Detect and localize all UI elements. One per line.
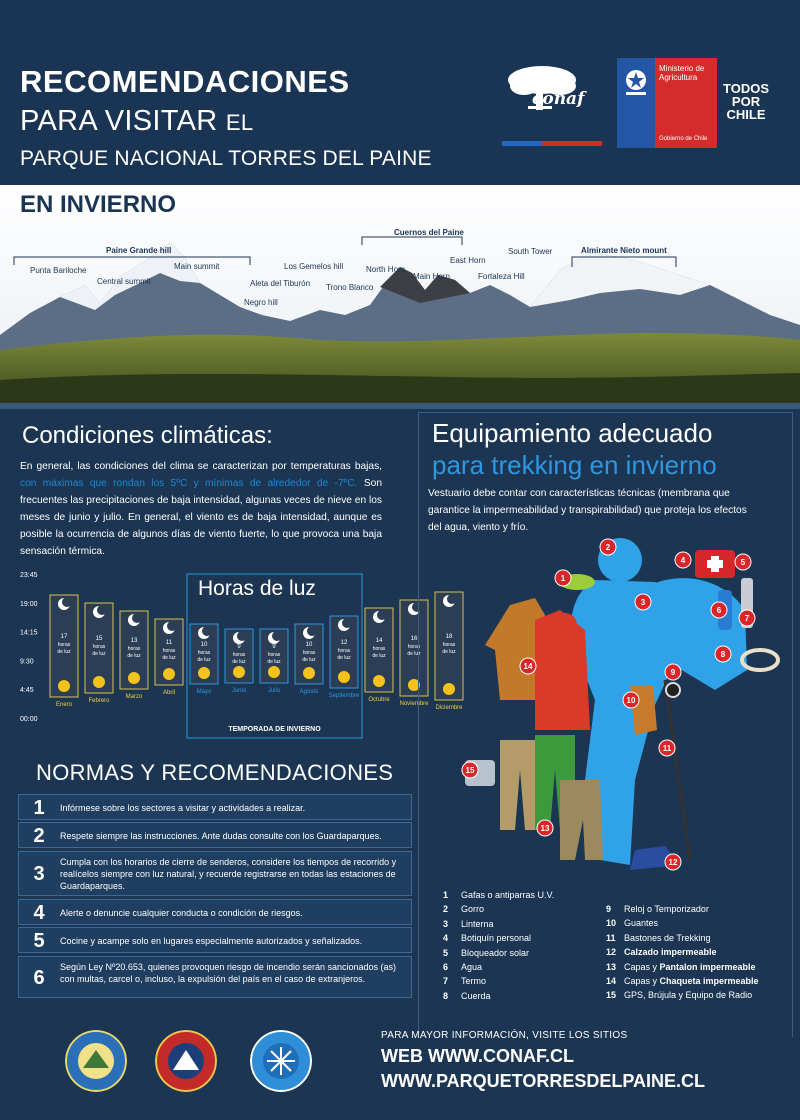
norma-item-1 [18, 794, 412, 820]
clima-text-highlight: con máximas que rondan los 5ºC y mínimas de alrededor de -7ºC. [20, 478, 358, 489]
bar-unit-label: de luz [407, 651, 421, 657]
bar-unit-label: de luz [197, 657, 211, 663]
sun-icon [338, 671, 350, 683]
y-tick-label: 00:00 [20, 716, 38, 723]
norma-number: 6 [33, 967, 45, 989]
peak-fortaleza: Fortaleza Hill [478, 272, 525, 281]
bar-value-label: 15 [95, 636, 103, 642]
peak-negro-hill: Negro hill [244, 298, 278, 307]
sun-icon [233, 666, 245, 678]
sun-icon [128, 672, 140, 684]
callout-number: 6 [716, 606, 722, 615]
moon-shadow [237, 631, 247, 641]
norma-number: 1 [33, 797, 45, 819]
callout-number: 7 [744, 614, 750, 623]
y-tick-label: 4:45 [20, 687, 34, 695]
todos-por-chile [722, 82, 770, 121]
month-label: Febrero [88, 698, 110, 704]
callout-number: 2 [605, 543, 611, 552]
title-line-2-small: EL [225, 110, 254, 135]
norma-text: Cocine y acampe solo en lugares especialmente autorizados y señalizados. [60, 936, 363, 946]
moon-shadow [167, 621, 177, 631]
todos-word-3: CHILE [726, 107, 766, 122]
bar-unit-label: horas [127, 646, 141, 652]
moon-shadow [202, 626, 212, 636]
equip-text: Vestuario debe contar con características técnicas (membrana que garantice la impermeabilidad y transpirabilidad) que proteja los efectos del agua, viento y frío. [428, 488, 747, 533]
month-label: Julio [267, 688, 281, 694]
legend-item: 14 Capas y Chaqueta impermeable [606, 976, 759, 987]
peak-punta-bariloche: Punta Bariloche [30, 266, 87, 275]
norma-number: 3 [33, 863, 45, 885]
peak-east-horn: East Horn [450, 256, 486, 265]
month-label: Junio [231, 688, 247, 694]
legend-item: 3 Linterna [443, 918, 494, 929]
callout-number: 13 [540, 824, 550, 833]
peak-north-horn: North Horn [366, 265, 406, 274]
month-label: Enero [55, 702, 73, 708]
bar-unit-label: horas [407, 644, 421, 650]
callout-number: 3 [640, 598, 646, 607]
bar-value-label: 14 [375, 638, 383, 644]
callout-number: 5 [740, 558, 746, 567]
rope-icon [742, 650, 778, 670]
bar-value-label: 12 [340, 640, 348, 646]
bar-value-label: 11 [165, 640, 173, 646]
equip-legend-left [443, 888, 554, 1003]
peak-trono-blanco: Trono Blanco [326, 283, 374, 292]
legend-item: 15 GPS, Brújula y Equipo de Radio [606, 990, 753, 1001]
sun-icon [58, 680, 70, 692]
bar-value-label: 17 [60, 634, 68, 640]
month-label: Octubre [368, 697, 390, 703]
legend-item: 8 Cuerda [443, 990, 491, 1001]
sun-icon [93, 676, 105, 688]
bar-value-label: 10 [200, 642, 208, 648]
legend-item: 5 Bloqueador solar [443, 947, 530, 958]
peak-cuernos: Cuernos del Paine [394, 228, 464, 237]
bar-unit-label: de luz [267, 659, 281, 665]
bar-value-label: 10 [305, 642, 313, 648]
callout-number: 8 [720, 650, 726, 659]
pants-icon [500, 740, 540, 830]
bar-unit-label: horas [57, 642, 71, 648]
ministry-label: Ministerio de Agricultura [659, 64, 705, 82]
month-label: Septiembre [328, 693, 360, 699]
bar-value-label: 13 [130, 638, 138, 644]
norma-text: Cumpla con los horarios de cierre de senderos, considere los tiempos de recorrido y realícelos siempre con luz natural, y recuerde registrarse en todas las estaciones de Guardaparques. [60, 857, 397, 891]
conaf-logo [500, 58, 602, 148]
norma-number: 2 [33, 825, 45, 847]
title-line-2 [20, 105, 253, 138]
norma-text: Alerte o denuncie cualquier conducta o condición de riesgos. [60, 908, 303, 918]
bar-unit-label: de luz [442, 649, 456, 655]
gobierno-logo [617, 58, 717, 148]
callout-number: 1 [560, 574, 566, 583]
clima-text [20, 458, 382, 560]
callout-number: 12 [668, 858, 678, 867]
season-title: EN INVIERNO [20, 191, 177, 218]
bar-unit-label: horas [92, 644, 106, 650]
month-label: Diciembre [435, 705, 463, 711]
moon-shadow [97, 605, 107, 615]
chile-emblem-icon [621, 64, 651, 98]
peak-main-horn: Main Horn [413, 272, 450, 281]
bar-unit-label: horas [372, 646, 386, 652]
norma-item-3 [18, 851, 412, 896]
clima-text-b: Son frecuentes las precipitaciones de baja intensidad, algunas veces de nieve en los meses de junio y julio. En general, el viento es de baja intensidad, aunque es posible la ocurrencia de algunos días de viento fuerte, lo que provoca una baja sensación térmica. [20, 478, 382, 557]
equip-heading-1: Equipamiento adecuado [432, 418, 713, 448]
bar-unit-label: de luz [232, 659, 246, 665]
trekking-pole-icon [662, 680, 690, 860]
peak-south-tower: South Tower [508, 247, 553, 256]
todos-word-2: POR [731, 94, 761, 109]
legend-item: 6 Agua [443, 962, 483, 973]
moon-shadow [62, 597, 72, 607]
normas-heading: NORMAS Y RECOMENDACIONES [36, 760, 394, 785]
sun-icon [303, 667, 315, 679]
sun-icon [198, 667, 210, 679]
bar-unit-label: de luz [337, 655, 351, 661]
bar-unit-label: de luz [162, 655, 176, 661]
norma-number: 5 [33, 930, 45, 952]
conaf-wordmark: conaf [532, 89, 585, 109]
watch-icon [666, 683, 680, 697]
norma-item-2 [18, 822, 412, 848]
callout-number: 15 [465, 766, 475, 775]
moon-shadow [132, 613, 142, 623]
norma-item-6 [18, 956, 412, 998]
month-label: Noviembre [399, 701, 429, 707]
bar-unit-label: de luz [372, 653, 386, 659]
moon-shadow [307, 626, 317, 636]
equip-heading-2: para trekking en invierno [432, 450, 717, 480]
month-label: Abril [162, 690, 176, 696]
escuela-montana-badge [155, 1030, 217, 1092]
header [0, 0, 800, 185]
bar-value-label: 9 [272, 644, 276, 650]
daylight-title: Horas de luz [198, 577, 316, 600]
y-tick-label: 9:30 [20, 658, 34, 666]
equip-legend-right [606, 902, 759, 1003]
bar-value-label: 9 [237, 644, 241, 650]
callout-number: 11 [662, 744, 672, 753]
month-label: Mayo [196, 689, 212, 695]
y-tick-label: 19:00 [20, 600, 38, 608]
peak-main-summit: Main summit [174, 262, 220, 271]
moon-shadow [272, 631, 282, 641]
title-line-2-main: PARA VISITAR [20, 105, 218, 137]
norma-text: Según Ley Nº20.653, quienes provoquen riesgo de incendio serán sancionados (as) con multas, carcel o, incluso, la expulsión del país en el caso de extranjeros. [60, 962, 397, 984]
andinismo-badge [250, 1030, 312, 1092]
month-label: Marzo [125, 694, 143, 700]
legend-item: 13 Capas y Pantalon impermeable [606, 961, 756, 972]
legend-item: 12 Calzado impermeable [606, 947, 717, 958]
month-label: Agosto [299, 689, 319, 695]
sun-icon [163, 668, 175, 680]
peak-almirante: Almirante Nieto mount [581, 246, 667, 255]
legend-item: 9 Reloj o Temporizador [606, 904, 709, 914]
moon-shadow [342, 618, 352, 628]
bar-value-label: 16 [410, 636, 418, 642]
y-tick-label: 23:45 [20, 572, 38, 579]
norma-number: 4 [33, 902, 45, 924]
sun-icon [268, 666, 280, 678]
cargo-pants-icon [560, 780, 603, 860]
todos-word-1: TODOS [723, 81, 769, 96]
legend-item: 11 Bastones de Trekking [606, 932, 711, 943]
callout-number: 14 [523, 662, 533, 671]
bar-value-label: 18 [445, 634, 453, 640]
footer-web-conaf[interactable]: WEB WWW.CONAF.CL [381, 1046, 574, 1066]
legend-item: 10 Guantes [606, 918, 659, 929]
norma-text: Respete siempre las instrucciones. Ante dudas consulte con los Guardaparques. [60, 831, 382, 841]
norma-item-5 [18, 927, 412, 953]
clima-text-a: En general, las condiciones del clima se caracterizan por temperaturas bajas, [20, 461, 382, 472]
legend-item: 7 Termo [443, 976, 487, 987]
bar-unit-label: horas [197, 650, 211, 656]
bar-unit-label: de luz [127, 653, 141, 659]
bar-unit-label: horas [267, 652, 281, 658]
norma-item-4 [18, 899, 412, 925]
title-line-3: PARQUE NACIONAL TORRES DEL PAINE [20, 147, 432, 170]
conaf-stripe [502, 141, 602, 146]
peak-aleta-tiburon: Aleta del Tiburón [250, 279, 311, 288]
title-line-1: RECOMENDACIONES [20, 64, 350, 99]
moon-shadow [377, 610, 387, 620]
divider [0, 403, 800, 409]
bar-unit-label: de luz [57, 649, 71, 655]
clima-heading: Condiciones climáticas: [22, 422, 273, 449]
bar-unit-label: de luz [302, 657, 316, 663]
footer-web-parque[interactable]: WWW.PARQUETORRESDELPAINE.CL [381, 1071, 705, 1091]
callout-number: 10 [626, 696, 636, 705]
callout-number: 9 [670, 668, 676, 677]
bar-unit-label: horas [442, 642, 456, 648]
legend-item: 4 Botiquín personal [443, 933, 532, 944]
bar-unit-label: horas [232, 652, 246, 658]
bar-unit-label: horas [302, 650, 316, 656]
bar-unit-label: de luz [92, 651, 106, 657]
legend-item: 2 Gorro [443, 904, 485, 915]
mountain-panorama [0, 185, 800, 403]
equipment-illustration [425, 530, 785, 890]
footer-info: PARA MAYOR INFORMACIÓN, VISITE LOS SITIOS [381, 1030, 628, 1041]
y-tick-label: 14:15 [20, 629, 38, 637]
peak-paine-grande: Paine Grande hill [106, 246, 172, 255]
peak-los-gemelos: Los Gemelos hill [284, 262, 344, 271]
peak-central-summit: Central summit [97, 277, 151, 286]
bar-unit-label: horas [162, 648, 176, 654]
bar-unit-label: horas [337, 648, 351, 654]
winter-label: TEMPORADA DE INVIERNO [228, 726, 321, 733]
callout-number: 4 [680, 556, 686, 565]
gobierno-label: Gobierno de Chile [659, 136, 708, 142]
sun-icon [373, 675, 385, 687]
legend-item: 1 Gafas o antiparras U.V. [443, 890, 555, 900]
norma-text: Infórmese sobre los sectores a visitar y actividades a realizar. [60, 803, 306, 813]
guardaparques-badge [65, 1030, 127, 1092]
